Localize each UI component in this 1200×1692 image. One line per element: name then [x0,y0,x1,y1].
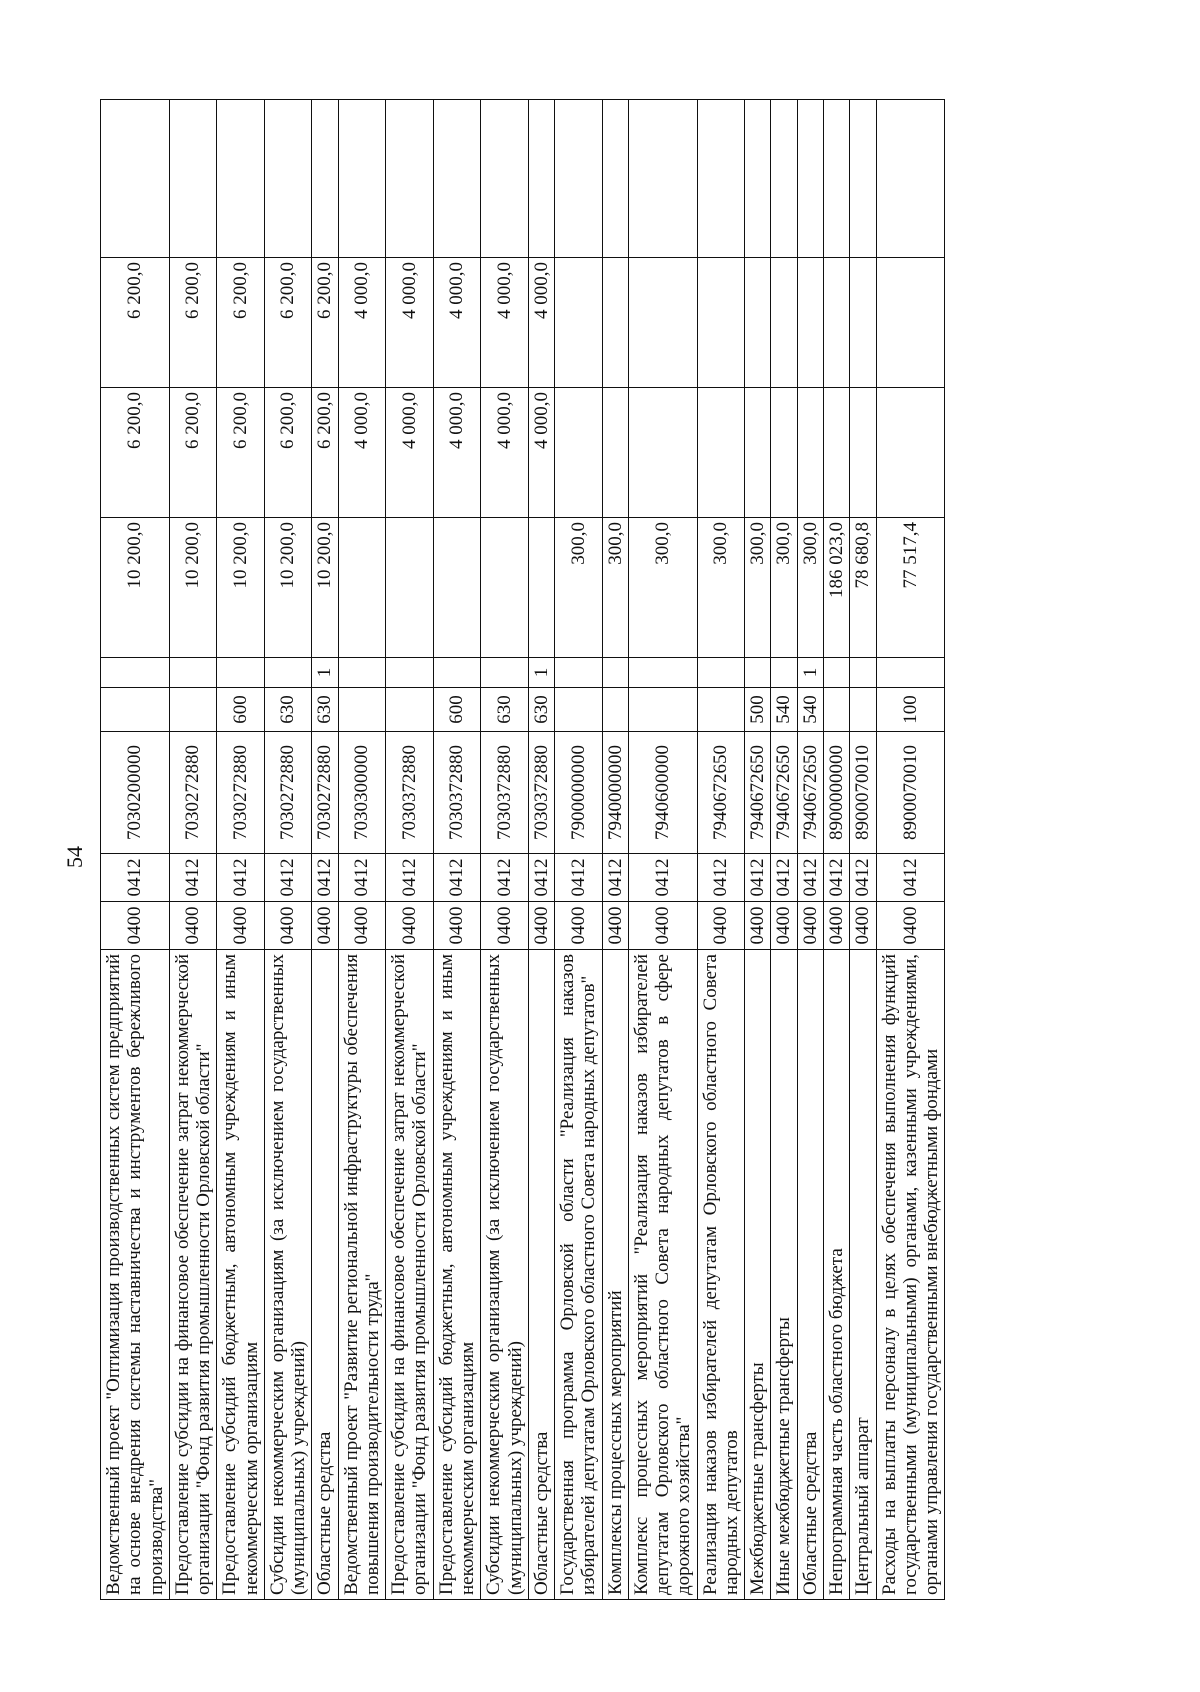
target-article-code: 7030272880 [312,732,338,854]
row-name: Предоставление субсидии на финансовое обеспечение затрат некоммерческой организации "Фонд развития промышленности Орловской области" [386,950,434,1600]
amount-year-1: 77 517,4 [876,518,945,658]
source-code [628,658,697,688]
expense-type-code [823,688,849,732]
amount-year-2 [697,388,745,518]
subsection-code: 0412 [433,854,481,902]
subsection-code: 0412 [602,854,628,902]
amount-year-2: 4 000,0 [481,388,529,518]
table-row [850,100,876,1600]
amount-year-1: 300,0 [797,518,823,658]
amount-year-2: 6 200,0 [217,388,265,518]
section-code: 0400 [823,902,849,950]
row-name: Государственная программа Орловской области "Реализация наказов избирателей депутатам Орловского областного Совета народных депутатов" [555,950,603,1600]
source-code [876,658,945,688]
expense-type-code [628,688,697,732]
source-code [101,658,170,688]
row-name: Расходы на выплаты персоналу в целях обеспечения выполнения функций государственными (муниципальными) органами, казенными учреждениями, органами управления государственными внебюджетными фондами [876,950,945,1600]
table-row [217,100,265,1600]
row-name: Областные средства [312,950,338,1600]
amount-year-1: 300,0 [628,518,697,658]
empty-column-cell [628,100,697,258]
row-name: Предоставление субсидий бюджетным, автономным учреждениям и иным некоммерческим организациям [433,950,481,1600]
row-name: Реализация наказов избирателей депутатам Орловского областного Совета народных депутатов [697,950,745,1600]
amount-year-1: 10 200,0 [217,518,265,658]
source-code [481,658,529,688]
amount-year-3 [876,258,945,388]
row-name: Ведомственный проект "Развитие региональной инфраструктуры обеспечения повышения производительности труда" [338,950,386,1600]
target-article-code: 7030272880 [264,732,312,854]
amount-year-1: 186 023,0 [823,518,849,658]
table-row [745,100,771,1600]
section-code: 0400 [771,902,797,950]
table-row [433,100,481,1600]
expense-type-code: 540 [797,688,823,732]
subsection-code: 0412 [481,854,529,902]
amount-year-3: 4 000,0 [338,258,386,388]
subsection-code: 0412 [386,854,434,902]
row-name: Центральный аппарат [850,950,876,1600]
expense-type-code [850,688,876,732]
amount-year-3 [628,258,697,388]
empty-column-cell [697,100,745,258]
table-body [101,100,945,1600]
target-article-code: 7030200000 [101,732,170,854]
amount-year-2 [628,388,697,518]
row-name: Иные межбюджетные трансферты [771,950,797,1600]
section-code: 0400 [264,902,312,950]
amount-year-3 [602,258,628,388]
target-article-code: 7900000000 [555,732,603,854]
row-name: Областные средства [528,950,554,1600]
amount-year-3 [771,258,797,388]
subsection-code: 0412 [528,854,554,902]
empty-column-cell [528,100,554,258]
subsection-code: 0412 [555,854,603,902]
expense-type-code [101,688,170,732]
amount-year-1: 300,0 [555,518,603,658]
table-row [528,100,554,1600]
section-code: 0400 [169,902,217,950]
empty-column-cell [169,100,217,258]
source-code [771,658,797,688]
target-article-code: 7030372880 [433,732,481,854]
section-code: 0400 [528,902,554,950]
amount-year-2: 6 200,0 [169,388,217,518]
row-name: Предоставление субсидии на финансовое обеспечение затрат некоммерческой организации "Фонд развития промышленности Орловской области" [169,950,217,1600]
subsection-code: 0412 [338,854,386,902]
expense-type-code [555,688,603,732]
table-row [264,100,312,1600]
amount-year-2 [771,388,797,518]
row-name: Непрограммная часть областного бюджета [823,950,849,1600]
section-code: 0400 [876,902,945,950]
page-number: 54 [62,846,87,868]
table-row [823,100,849,1600]
amount-year-1: 300,0 [745,518,771,658]
amount-year-3 [697,258,745,388]
amount-year-2 [876,388,945,518]
target-article-code: 7030272880 [217,732,265,854]
subsection-code: 0412 [697,854,745,902]
amount-year-3: 6 200,0 [101,258,170,388]
empty-column-cell [217,100,265,258]
amount-year-3: 6 200,0 [264,258,312,388]
empty-column-cell [602,100,628,258]
amount-year-2 [850,388,876,518]
empty-column-cell [823,100,849,258]
amount-year-1: 78 680,8 [850,518,876,658]
source-code [697,658,745,688]
empty-column-cell [101,100,170,258]
source-code [338,658,386,688]
amount-year-3 [850,258,876,388]
amount-year-1: 10 200,0 [169,518,217,658]
section-code: 0400 [338,902,386,950]
expense-type-code: 630 [528,688,554,732]
subsection-code: 0412 [217,854,265,902]
source-code: 1 [312,658,338,688]
target-article-code: 7940672650 [797,732,823,854]
table-row [876,100,945,1600]
source-code: 1 [797,658,823,688]
expense-type-code: 630 [312,688,338,732]
amount-year-1 [433,518,481,658]
row-name: Комплексы процессных мероприятий [602,950,628,1600]
empty-column-cell [312,100,338,258]
table-row [697,100,745,1600]
source-code: 1 [528,658,554,688]
row-name: Ведомственный проект "Оптимизация производственных систем предприятий на основе внедрения системы наставничества и инструментов бережливого производства" [101,950,170,1600]
source-code [264,658,312,688]
amount-year-2 [602,388,628,518]
amount-year-1 [338,518,386,658]
expense-type-code [697,688,745,732]
target-article-code: 7940672650 [697,732,745,854]
row-name: Субсидии некоммерческим организациям (за исключением государственных (муниципальных) учреждений) [481,950,529,1600]
expense-type-code: 500 [745,688,771,732]
amount-year-3: 4 000,0 [386,258,434,388]
subsection-code: 0412 [876,854,945,902]
source-code [602,658,628,688]
subsection-code: 0412 [628,854,697,902]
amount-year-1 [481,518,529,658]
row-name: Межбюджетные трансферты [745,950,771,1600]
target-article-code: 7940672650 [771,732,797,854]
row-name: Субсидии некоммерческим организациям (за исключением государственных (муниципальных) учреждений) [264,950,312,1600]
subsection-code: 0412 [850,854,876,902]
amount-year-3: 4 000,0 [528,258,554,388]
expense-type-code [386,688,434,732]
amount-year-2: 6 200,0 [264,388,312,518]
table-row [386,100,434,1600]
section-code: 0400 [850,902,876,950]
subsection-code: 0412 [169,854,217,902]
empty-column-cell [745,100,771,258]
source-code [386,658,434,688]
section-code: 0400 [101,902,170,950]
source-code [745,658,771,688]
amount-year-3: 6 200,0 [217,258,265,388]
amount-year-1: 300,0 [602,518,628,658]
empty-column-cell [771,100,797,258]
amount-year-3 [797,258,823,388]
target-article-code: 7030372880 [386,732,434,854]
amount-year-3: 4 000,0 [433,258,481,388]
amount-year-2: 6 200,0 [312,388,338,518]
amount-year-3: 4 000,0 [481,258,529,388]
subsection-code: 0412 [745,854,771,902]
subsection-code: 0412 [312,854,338,902]
target-article-code: 8900070010 [876,732,945,854]
empty-column-cell [264,100,312,258]
section-code: 0400 [555,902,603,950]
source-code [823,658,849,688]
amount-year-2: 4 000,0 [386,388,434,518]
expense-type-code: 600 [217,688,265,732]
row-name: Комплекс процессных мероприятий "Реализация наказов избирателей депутатам Орловского областного Совета народных депутатов в сфере дорожного хозяйства" [628,950,697,1600]
target-article-code: 7940600000 [628,732,697,854]
target-article-code: 8900070010 [850,732,876,854]
source-code [433,658,481,688]
table-row [771,100,797,1600]
table-row [628,100,697,1600]
empty-column-cell [386,100,434,258]
section-code: 0400 [797,902,823,950]
amount-year-2: 4 000,0 [338,388,386,518]
expense-type-code [169,688,217,732]
section-code: 0400 [433,902,481,950]
amount-year-3 [745,258,771,388]
table-row [797,100,823,1600]
amount-year-1: 300,0 [697,518,745,658]
amount-year-1 [386,518,434,658]
empty-column-cell [433,100,481,258]
section-code: 0400 [628,902,697,950]
source-code [217,658,265,688]
source-code [169,658,217,688]
subsection-code: 0412 [823,854,849,902]
expense-type-code [602,688,628,732]
expense-type-code [338,688,386,732]
amount-year-2: 6 200,0 [101,388,170,518]
section-code: 0400 [481,902,529,950]
target-article-code: 7030272880 [169,732,217,854]
subsection-code: 0412 [797,854,823,902]
empty-column-cell [338,100,386,258]
amount-year-1: 10 200,0 [101,518,170,658]
subsection-code: 0412 [771,854,797,902]
expense-type-code: 630 [264,688,312,732]
amount-year-3 [555,258,603,388]
expense-type-code: 600 [433,688,481,732]
amount-year-2 [823,388,849,518]
amount-year-1: 10 200,0 [264,518,312,658]
table-row [312,100,338,1600]
target-article-code: 7940672650 [745,732,771,854]
section-code: 0400 [697,902,745,950]
empty-column-cell [850,100,876,258]
amount-year-3: 6 200,0 [169,258,217,388]
table-row [338,100,386,1600]
target-article-code: 8900000000 [823,732,849,854]
target-article-code: 7030372880 [528,732,554,854]
empty-column-cell [481,100,529,258]
section-code: 0400 [312,902,338,950]
subsection-code: 0412 [264,854,312,902]
amount-year-2 [555,388,603,518]
amount-year-2: 4 000,0 [528,388,554,518]
expense-type-code: 540 [771,688,797,732]
expense-type-code: 100 [876,688,945,732]
target-article-code: 7030372880 [481,732,529,854]
amount-year-1: 300,0 [771,518,797,658]
budget-table [100,99,945,1600]
target-article-code: 7940000000 [602,732,628,854]
source-code [850,658,876,688]
amount-year-2 [745,388,771,518]
empty-column-cell [797,100,823,258]
subsection-code: 0412 [101,854,170,902]
table-row [555,100,603,1600]
section-code: 0400 [386,902,434,950]
table-row [481,100,529,1600]
expense-type-code: 630 [481,688,529,732]
amount-year-2: 4 000,0 [433,388,481,518]
section-code: 0400 [602,902,628,950]
amount-year-3 [823,258,849,388]
amount-year-3: 6 200,0 [312,258,338,388]
row-name: Областные средства [797,950,823,1600]
amount-year-1: 10 200,0 [312,518,338,658]
section-code: 0400 [217,902,265,950]
amount-year-2 [797,388,823,518]
row-name: Предоставление субсидий бюджетным, автономным учреждениям и иным некоммерческим организациям [217,950,265,1600]
table-row [602,100,628,1600]
target-article-code: 7030300000 [338,732,386,854]
source-code [555,658,603,688]
empty-column-cell [876,100,945,258]
rotated-table-wrapper [100,100,1060,1600]
table-row [169,100,217,1600]
table-row [101,100,170,1600]
empty-column-cell [555,100,603,258]
amount-year-1 [528,518,554,658]
section-code: 0400 [745,902,771,950]
